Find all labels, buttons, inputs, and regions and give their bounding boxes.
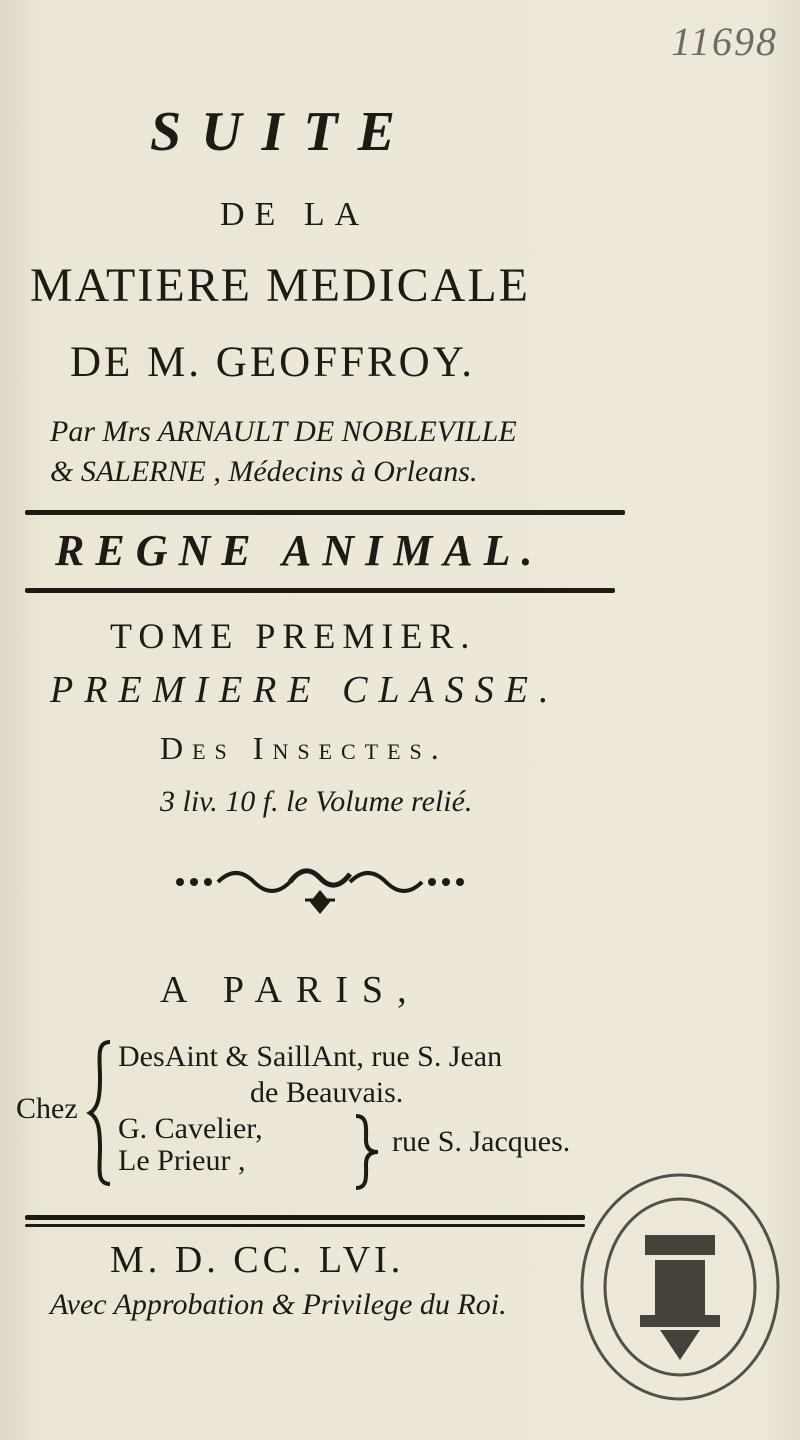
publisher-line-3: G. Cavelier, (118, 1112, 263, 1145)
publisher-line-2: de Beauvais. (250, 1076, 404, 1109)
main-title-geoffroy: DE M. GEOFFROY. (70, 339, 475, 386)
des-insectes: Des Insectes. (160, 730, 448, 766)
main-title-matiere-medicale: MATIERE MEDICALE (30, 259, 530, 312)
rule-imprint (25, 1215, 585, 1220)
city-paris: A PARIS, (160, 969, 421, 1011)
tome-premier: TOME PREMIER. (110, 616, 477, 656)
premiere-classe: PREMIERE CLASSE. (50, 669, 560, 711)
rule-top (25, 510, 625, 515)
rule-bottom (25, 588, 615, 593)
publisher-line-4: Le Prieur , (118, 1144, 246, 1177)
library-stamp-icon (575, 1165, 785, 1410)
subtitle-de-la: DE LA (220, 196, 370, 233)
publisher-street: rue S. Jacques. (392, 1125, 571, 1158)
title-suite: SUITE (150, 101, 415, 163)
publisher-line-1: DesAint & SaillAnt, rue S. Jean (118, 1040, 503, 1073)
rule-imprint-2 (25, 1224, 585, 1227)
approbation-line: Avec Approbation & Privilege du Roi. (50, 1288, 507, 1321)
price-line: 3 liv. 10 f. le Volume relié. (160, 785, 473, 818)
year-imprint: M. D. CC. LVI. (110, 1239, 405, 1281)
brace-icon (352, 1112, 382, 1192)
brace-icon (86, 1038, 114, 1188)
authors-line-2: & SALERNE , Médecins à Orleans. (50, 455, 478, 488)
ornament-icon (160, 860, 480, 930)
shelfmark: 11698 (670, 19, 778, 64)
section-regne-animal: REGNE ANIMAL. (55, 526, 544, 575)
authors-line-1: Par Mrs ARNAULT DE NOBLEVILLE (50, 415, 517, 448)
publisher-chez: Chez (16, 1092, 78, 1125)
